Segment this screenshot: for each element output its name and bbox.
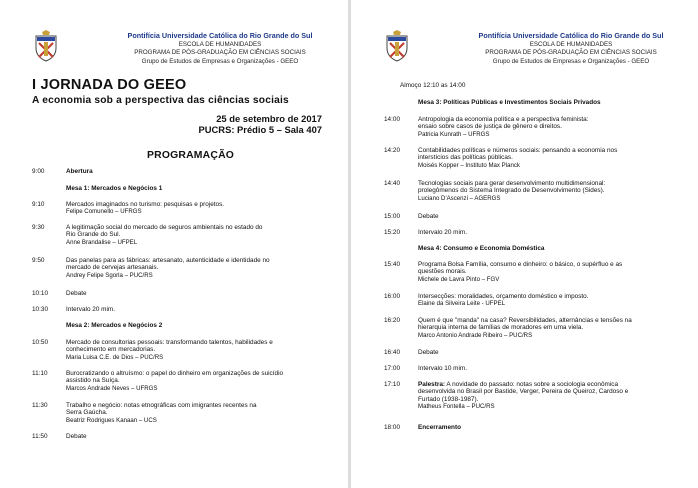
schedule-line: Intervalo 10 mim.	[418, 365, 468, 372]
schedule-row	[384, 424, 689, 431]
schedule-line: ensaio sobre casos de justiça de gênero e direitos.	[418, 123, 562, 131]
schedule-line: interstícios das políticas públicas.	[418, 154, 513, 162]
schedule-content	[66, 224, 337, 246]
schedule-line: Mercado de consultorias pessoais: transformando talentos, habilidades e	[66, 339, 273, 346]
schedule-content	[66, 306, 337, 313]
institution-header-right	[446, 31, 696, 66]
schedule-line: Intervalo 20 mim.	[66, 306, 116, 313]
schedule-time: 9:10	[32, 201, 45, 208]
schedule-content	[418, 245, 689, 252]
schedule-line: Mercados imaginados no turismo: pesquisas e projetos.	[66, 201, 225, 208]
speaker-name: Marco Antonio Andrade Ribeiro – PUC/RS	[418, 331, 533, 339]
schedule-row	[32, 201, 337, 216]
schedule-row	[384, 245, 689, 252]
schedule-row	[384, 261, 689, 283]
schedule-line: mercado de cervejas artesanais.	[66, 264, 159, 272]
schedule-row	[384, 293, 689, 308]
schedule-time: 15:20	[384, 229, 400, 236]
institution-name: Pontifícia Universidade Católica do Rio Grande do Sul	[478, 31, 664, 40]
speaker-name: Luciano D'Ascenzi – AGERGS	[418, 194, 501, 202]
schedule-row	[384, 116, 689, 138]
event-title: I JORNADA DO GEEO	[32, 77, 187, 93]
institution-name: Pontifícia Universidade Católica do Rio Grande do Sul	[127, 31, 313, 40]
speaker-name: Moisés Kopper – Instituto Max Planck	[418, 161, 520, 169]
schedule-line	[418, 381, 689, 388]
schedule-time: 10:50	[32, 339, 48, 346]
speaker-name: Beatriz Rodrigues Kanaan – UCS	[66, 416, 157, 424]
schedule-line: Debate	[66, 290, 87, 297]
schedule-line: prolegômenos do Sistema Integrado de Desenvolvimento (Sides).	[418, 187, 605, 195]
speaker-name: Felipe Comunello – UFRGS	[66, 208, 142, 216]
schedule-line: desenvolvida no Brasil por Bastide, Verger, Pereira de Queiroz, Cardoso e	[418, 388, 629, 396]
schedule-line: questões morais.	[418, 268, 467, 276]
schedule-row	[32, 185, 337, 192]
schedule-content	[418, 147, 689, 169]
schedule-content	[66, 168, 337, 175]
schedule-line: Intersecções: moralidades, orçamento doméstico e imposto.	[418, 293, 589, 300]
schedule-line-text: A novidade do passado: notas sobre a sociologia econômica	[445, 381, 619, 388]
schedule-time: 16:40	[384, 349, 400, 356]
schedule-content	[66, 290, 337, 297]
schedule-row	[32, 306, 337, 313]
schedule-line: Mesa 1: Mercados e Negócios 1	[66, 185, 163, 192]
schedule-content	[66, 402, 337, 424]
event-subtitle: A economia sob a perspectiva das ciências sociais	[32, 95, 289, 106]
schedule-content	[418, 99, 689, 106]
schedule-content	[66, 201, 337, 216]
schedule-line: Das panelas para as fábricas: artesanato, autenticidade e identidade no	[66, 257, 270, 264]
schedule-line: Programa Bolsa Família, consumo e dinheiro: o básico, o supérfluo e as	[418, 261, 623, 268]
school-name: ESCOLA DE HUMANIDADES	[178, 41, 262, 48]
schedule-row	[384, 180, 689, 202]
schedule-time: 10:30	[32, 306, 48, 313]
schedule-time: 17:10	[384, 381, 400, 388]
schedule-time	[32, 185, 66, 192]
schedule-time: 15:40	[384, 261, 400, 268]
schedule-line: Antropologia da economia política e a perspectiva feminista:	[418, 116, 589, 123]
schedule-time: 15:00	[384, 213, 400, 220]
schedule-row	[384, 213, 689, 220]
schedule-line: Burocratizando o altruísmo: o papel do dinheiro em organizações de suicídio	[66, 370, 284, 377]
speaker-name: Anne Brandalise – UFPEL	[66, 238, 138, 246]
lunch-text: Almoço 12:10 as 14:00	[400, 82, 466, 89]
schedule-line: conhecimento em mercadorias.	[66, 346, 156, 354]
schedule-row	[32, 402, 337, 424]
schedule-content	[418, 424, 689, 431]
institution-header	[95, 31, 345, 66]
schedule-row	[32, 257, 337, 279]
schedule-time: 17:00	[384, 365, 400, 372]
schedule-line: Debate	[418, 213, 439, 220]
schedule-content	[66, 339, 337, 361]
schedule-line: Mesa 2: Mercados e Negócios 2	[66, 322, 163, 329]
schedule-time	[32, 322, 66, 329]
schedule-line: Debate	[66, 433, 87, 440]
event-date: 25 de setembro de 2017	[216, 113, 322, 124]
schedule-content	[66, 370, 337, 392]
schedule-row	[32, 224, 337, 246]
schedule-time: 10:10	[32, 290, 48, 297]
schedule-time: 9:30	[32, 224, 45, 231]
event-date-place	[150, 113, 322, 135]
schedule-content	[418, 229, 689, 236]
speaker-name: Patricia Kunrath – UFRGS	[418, 130, 490, 138]
schedule-time: 14:00	[384, 116, 400, 123]
schedule-content	[418, 180, 689, 202]
schedule-row	[32, 433, 337, 440]
schedule-content	[418, 116, 689, 138]
schedule-row	[384, 147, 689, 169]
schedule-time: 14:40	[384, 180, 400, 187]
schedule-content	[418, 349, 689, 356]
schedule-line: A legitimação social do mercado de seguros ambientais no estado do	[66, 224, 263, 231]
schedule-row	[32, 168, 337, 175]
schedule-time	[384, 99, 418, 106]
schedule-row	[32, 290, 337, 297]
speaker-name: Maria Luisa C.E. de Dios – PUC/RS	[66, 353, 164, 361]
schedule-line: Quem é que "manda" na casa? Reversibilidades, alternâncias e tensões na	[418, 317, 632, 324]
schedule-line: Trabalho e negócio: notas etnográficas com imigrantes recentes na	[66, 402, 257, 409]
schedule-content	[66, 257, 337, 279]
schedule-time: 11:10	[32, 370, 48, 377]
schedule-row	[384, 229, 689, 236]
schedule-row	[384, 381, 689, 410]
schedule-line: Rio Grande do Sul.	[66, 231, 121, 239]
lecture-prefix: Palestra:	[418, 381, 445, 388]
schedule-row	[32, 370, 337, 392]
schedule-content	[418, 317, 689, 339]
program-name: PROGRAMA DE PÓS-GRADUAÇÃO EM CIÊNCIAS SOCIAIS	[134, 49, 306, 57]
schedule-content	[418, 261, 689, 283]
schedule-line: Contabilidades políticas e números sociais: pensando a economia nos	[418, 147, 618, 154]
schedule-time: 14:20	[384, 147, 400, 154]
schedule-row	[384, 99, 689, 106]
right-page	[351, 0, 698, 488]
speaker-name: Elaine da Silveira Leite - UFPEL	[418, 300, 506, 308]
schedule-line: Mesa 3: Políticas Públicas e Investimentos Sociais Privados	[418, 99, 601, 106]
schedule-content	[418, 381, 689, 410]
schedule-row	[32, 322, 337, 329]
schedule-line: Serra Gaúcha.	[66, 409, 108, 417]
schedule-content	[418, 365, 689, 372]
schedule-row	[384, 365, 689, 372]
schedule-line: hierarquia interna de famílias de moradores em uma viela.	[418, 324, 584, 332]
lunch-break	[400, 82, 465, 89]
schedule-time: 11:30	[32, 402, 48, 409]
schedule-row	[384, 317, 689, 339]
schedule-line: assistido na Suíça.	[66, 377, 120, 385]
schedule-time: 9:00	[32, 168, 45, 175]
group-name: Grupo de Estudos de Empresas e Organizações - GEEO	[492, 57, 650, 65]
schedule-line: Furtado (1938-1987).	[418, 395, 479, 403]
speaker-name: Andrey Felipe Sgorla – PUC/RS	[66, 271, 153, 279]
schedule-line: Tecnologias sociais para gerar desenvolvimento multidimensional:	[418, 180, 606, 187]
speaker-name: Matheus Fontella – PUC/RS	[418, 402, 495, 410]
event-place: PUCRS: Prédio 5 – Sala 407	[198, 124, 322, 135]
schedule-line: Encerramento	[418, 424, 461, 431]
schedule-content	[418, 213, 689, 220]
schedule-time: 18:00	[384, 424, 400, 431]
schedule-line: Mesa 4: Consumo e Economia Doméstica	[418, 245, 545, 252]
pucrs-crest-icon	[383, 30, 411, 62]
schedule-line: Abertura	[66, 168, 93, 175]
schedule-time: 16:00	[384, 293, 400, 300]
schedule-content	[418, 293, 689, 308]
speaker-name: Michele de Lavra Pinto – FGV	[418, 275, 500, 283]
program-name: PROGRAMA DE PÓS-GRADUAÇÃO EM CIÊNCIAS SOCIAIS	[485, 49, 657, 57]
schedule-time: 11:50	[32, 433, 48, 440]
schedule-row	[384, 349, 689, 356]
schedule-content	[66, 322, 337, 329]
speaker-name: Marcos Andrade Neves – UFRGS	[66, 384, 158, 392]
schedule-line: Debate	[418, 349, 439, 356]
schedule-line: Intervalo 20 mim.	[418, 229, 468, 236]
schedule-time	[384, 245, 418, 252]
pucrs-crest-icon	[32, 30, 60, 62]
schedule-time: 16:20	[384, 317, 400, 324]
schedule-content	[66, 185, 337, 192]
school-name: ESCOLA DE HUMANIDADES	[529, 41, 613, 48]
schedule-time: 9:50	[32, 257, 45, 264]
schedule-content	[66, 433, 337, 440]
schedule-row	[32, 339, 337, 361]
group-name: Grupo de Estudos de Empresas e Organizações - GEEO	[141, 57, 299, 65]
program-title: PROGRAMAÇÃO	[147, 150, 235, 161]
left-page	[0, 0, 348, 488]
